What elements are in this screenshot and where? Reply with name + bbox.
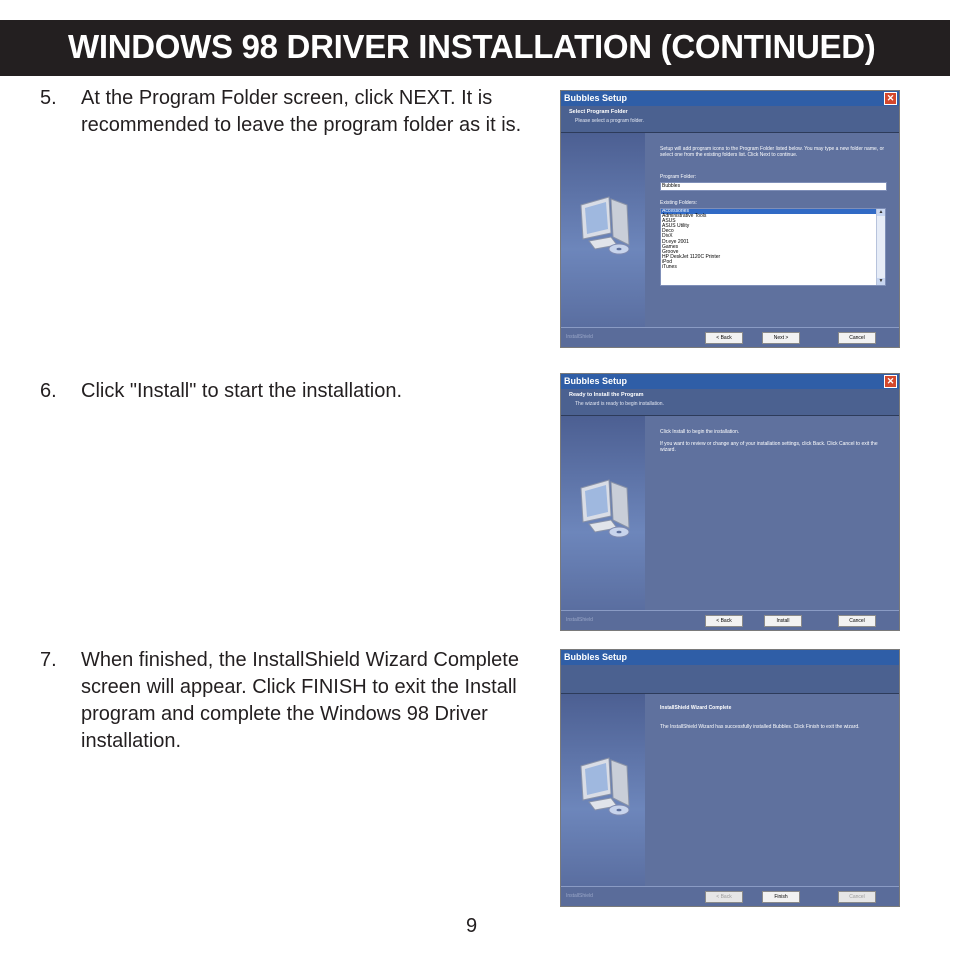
installshield-brand: InstallShield bbox=[566, 893, 593, 899]
existing-folders-list[interactable] bbox=[660, 208, 886, 286]
program-folder-label: Program Folder: bbox=[660, 174, 697, 180]
complete-body-text: The InstallShield Wizard has successfully installed Bubbles. Click Finish to exit the wizard. bbox=[660, 724, 860, 730]
list-item[interactable]: Groove bbox=[662, 248, 679, 255]
list-item[interactable]: HP DeskJet 1120C Printer bbox=[662, 253, 721, 260]
back-button: < Back bbox=[705, 891, 743, 903]
cancel-button[interactable]: Cancel bbox=[838, 615, 876, 627]
wizard-side-panel bbox=[561, 416, 645, 610]
installshield-brand: InstallShield bbox=[566, 617, 593, 623]
list-item[interactable]: ASUS Utility bbox=[662, 223, 690, 230]
scroll-up-icon[interactable]: ▲ bbox=[878, 209, 884, 215]
next-button[interactable]: Next > bbox=[762, 332, 800, 344]
list-item[interactable]: Dr.eye 2001 bbox=[662, 238, 689, 245]
window-titlebar[interactable]: Bubbles Setup bbox=[561, 91, 899, 106]
dialog-banner bbox=[561, 389, 899, 416]
dialog-body-text: Setup will add program icons to the Program Folder listed below. You may type a new folder name, or select one from the existing folders list. Click Next to continue. bbox=[660, 146, 885, 158]
list-item[interactable]: ASUS bbox=[662, 218, 676, 225]
wizard-side-panel bbox=[561, 133, 645, 327]
dialog-banner bbox=[561, 106, 899, 133]
banner-subtitle: The wizard is ready to begin installation. bbox=[575, 401, 664, 407]
list-item[interactable]: Accessories bbox=[661, 209, 885, 214]
program-folder-input[interactable]: Bubbles bbox=[660, 182, 887, 191]
scroll-down-icon[interactable]: ▼ bbox=[878, 278, 884, 284]
setup-dialog-ready-to-install bbox=[560, 373, 900, 631]
dialog-body-text: If you want to review or change any of your installation settings, click Back. Click Cancel to exit the wizard. bbox=[660, 441, 878, 453]
list-item[interactable]: Games bbox=[662, 243, 679, 250]
list-scrollbar[interactable] bbox=[876, 209, 885, 285]
list-item[interactable]: DivX bbox=[662, 233, 673, 240]
setup-dialog-program-folder bbox=[560, 90, 900, 348]
dialog-footer bbox=[561, 610, 899, 630]
step-text: When finished, the InstallShield Wizard Complete screen will appear. Click FINISH to exit the Install program and complete the Windows 98 Driver installation. bbox=[81, 649, 519, 752]
dialog-banner bbox=[561, 665, 899, 694]
back-button[interactable]: < Back bbox=[705, 615, 743, 627]
list-item[interactable]: Administrative Tools bbox=[662, 213, 707, 220]
wizard-side-panel bbox=[561, 694, 645, 886]
dialog-footer bbox=[561, 886, 899, 906]
dialog-body-text: Click Install to begin the installation. bbox=[660, 429, 740, 435]
cancel-button: Cancel bbox=[838, 891, 876, 903]
dialog-footer bbox=[561, 327, 899, 347]
window-titlebar[interactable]: Bubbles Setup bbox=[561, 650, 899, 665]
computer-icon bbox=[575, 752, 633, 820]
banner-subtitle: Please select a program folder. bbox=[575, 118, 644, 124]
computer-icon bbox=[575, 474, 633, 542]
cancel-button[interactable]: Cancel bbox=[838, 332, 876, 344]
step-number: 7. bbox=[40, 649, 57, 671]
page-number: 9 bbox=[466, 915, 478, 937]
close-icon[interactable]: ✕ bbox=[884, 92, 897, 105]
installshield-brand: InstallShield bbox=[566, 334, 593, 340]
step-number: 6. bbox=[40, 380, 57, 402]
list-item[interactable]: Deco bbox=[662, 228, 674, 235]
close-icon[interactable]: ✕ bbox=[884, 375, 897, 388]
banner-title: Ready to Install the Program bbox=[569, 392, 644, 398]
install-button[interactable]: Install bbox=[764, 615, 802, 627]
step-text: At the Program Folder screen, click NEXT. It is recommended to leave the program folder as it is. bbox=[81, 87, 522, 136]
page-header bbox=[0, 20, 950, 76]
setup-dialog-complete bbox=[560, 649, 900, 907]
complete-title: InstallShield Wizard Complete bbox=[660, 705, 732, 711]
finish-button[interactable]: Finish bbox=[762, 891, 800, 903]
computer-icon bbox=[575, 191, 633, 259]
window-titlebar[interactable]: Bubbles Setup bbox=[561, 374, 899, 389]
step-number: 5. bbox=[40, 87, 57, 109]
list-item[interactable]: iTunes bbox=[662, 264, 677, 271]
page-title: WINDOWS 98 DRIVER INSTALLATION (CONTINUED) bbox=[68, 28, 876, 65]
existing-folders-label: Existing Folders: bbox=[660, 200, 697, 206]
banner-title: Select Program Folder bbox=[569, 109, 628, 115]
list-item[interactable]: iPod bbox=[662, 258, 673, 265]
step-text: Click "Install" to start the installation. bbox=[81, 380, 402, 402]
back-button[interactable]: < Back bbox=[705, 332, 743, 344]
